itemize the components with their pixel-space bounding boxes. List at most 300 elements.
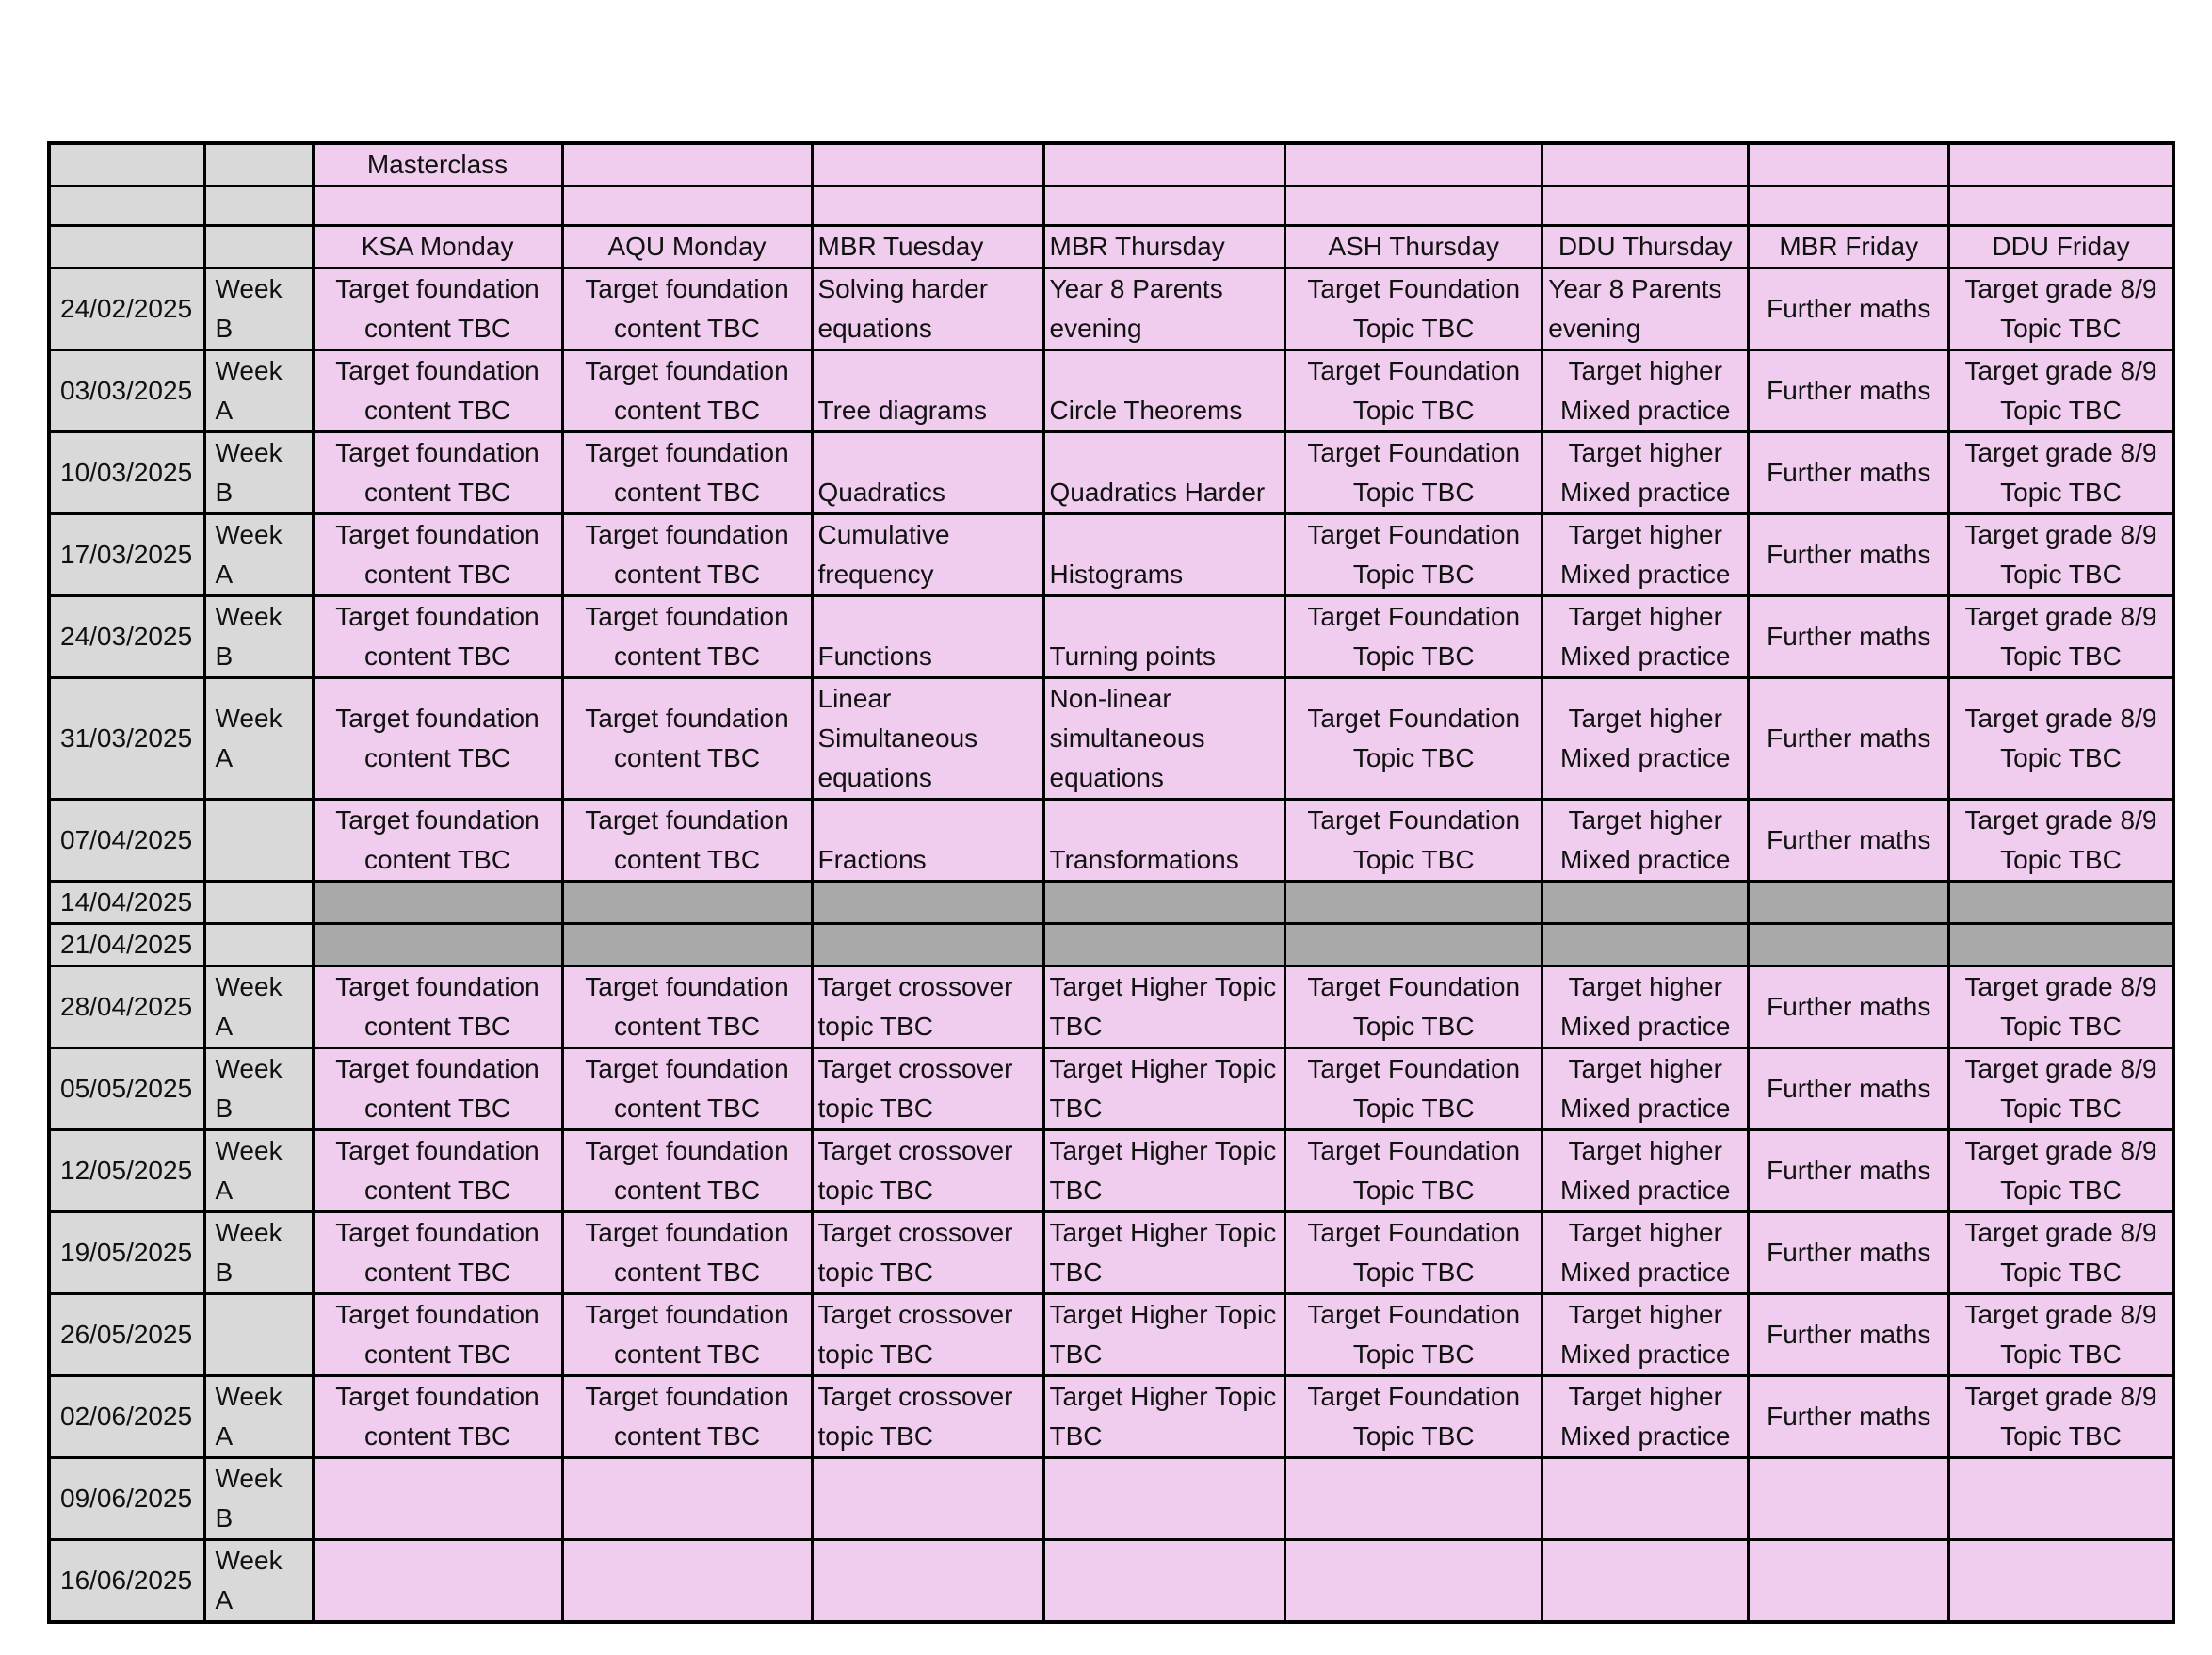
lesson-cell: [1949, 800, 2173, 882]
lesson-text: topic TBC: [817, 1421, 933, 1451]
lesson-text: Target foundation: [335, 805, 540, 835]
lesson-text: content TBC: [363, 396, 511, 425]
week-cell: Week A: [204, 1376, 313, 1458]
lesson-text: Target foundation: [335, 1218, 540, 1247]
date-cell: 05/05/2025: [49, 1048, 204, 1130]
timetable-row: [49, 1458, 2173, 1540]
blank-cell: [1949, 143, 2173, 187]
blank-cell: [204, 187, 313, 226]
timetable-row: [49, 1130, 2173, 1212]
lesson-text: Circle Theorems: [1049, 396, 1243, 425]
lesson-text: TBC: [1049, 1176, 1103, 1205]
lesson-cell: [1043, 1458, 1285, 1540]
lesson-cell: [1285, 268, 1542, 350]
lesson-cell: [1285, 678, 1542, 800]
lesson-cell: [313, 800, 562, 882]
lesson-text: Target Foundation: [1307, 805, 1521, 835]
lesson-text: topic TBC: [817, 1176, 933, 1205]
lesson-text: Target Higher Topic: [1049, 1218, 1277, 1247]
week-cell: [204, 882, 313, 924]
lesson-text: Topic TBC: [1352, 314, 1475, 343]
lesson-cell: [1949, 1376, 2173, 1458]
column-header-ddu-friday: DDU Friday: [1949, 226, 2173, 268]
lesson-cell: [562, 1458, 812, 1540]
lesson-text: Target grade 8/9: [1964, 520, 2157, 549]
blank-cell: [1285, 187, 1542, 226]
lesson-text: Target Foundation: [1307, 1054, 1521, 1083]
lesson-text: Target crossover: [817, 1218, 1013, 1247]
lesson-text: Topic TBC: [2000, 1339, 2122, 1369]
column-header-mbr-thursday: MBR Thursday: [1043, 226, 1285, 268]
lesson-text: Target foundation: [585, 704, 789, 733]
lesson-text: content TBC: [363, 1421, 511, 1451]
timetable-row: [49, 1376, 2173, 1458]
lesson-text: Transformations: [1049, 845, 1239, 874]
date-cell: 19/05/2025: [49, 1212, 204, 1294]
week-cell: Week A: [204, 514, 313, 596]
lesson-text: Target foundation: [335, 704, 540, 733]
holiday-cell: [313, 924, 562, 966]
lesson-cell: [562, 1048, 812, 1130]
lesson-text: Topic TBC: [1352, 845, 1475, 874]
lesson-text: Topic TBC: [2000, 743, 2122, 772]
lesson-text: topic TBC: [817, 1094, 933, 1123]
lesson-text: Target Foundation: [1307, 1218, 1521, 1247]
masterclass-label: Masterclass: [313, 143, 562, 187]
lesson-cell: [313, 350, 562, 432]
lesson-cell: [562, 800, 812, 882]
week-cell: Week A: [204, 1130, 313, 1212]
lesson-text: Target foundation: [335, 1300, 540, 1329]
lesson-text: Further maths: [1767, 1156, 1931, 1185]
blank-cell: [49, 187, 204, 226]
lesson-text: content TBC: [613, 845, 761, 874]
lesson-text: content TBC: [363, 1257, 511, 1287]
date-cell: 28/04/2025: [49, 966, 204, 1048]
lesson-text: Mixed practice: [1559, 1421, 1731, 1451]
timetable-body: [49, 143, 2173, 1622]
holiday-row: [49, 882, 2173, 924]
blank-cell: [1749, 187, 1949, 226]
lesson-cell: [1749, 1376, 1949, 1458]
lesson-cell: [1749, 1130, 1949, 1212]
lesson-cell: [1949, 678, 2173, 800]
lesson-text: Target Higher Topic: [1049, 972, 1277, 1001]
date-cell: 14/04/2025: [49, 882, 204, 924]
lesson-cell: [812, 1458, 1043, 1540]
lesson-text: content TBC: [363, 1176, 511, 1205]
lesson-text: Mixed practice: [1559, 396, 1731, 425]
lesson-text: Target Higher Topic: [1049, 1054, 1277, 1083]
lesson-text: Target grade 8/9: [1964, 1054, 2157, 1083]
lesson-cell: [812, 1376, 1043, 1458]
column-header-ash-thursday: ASH Thursday: [1285, 226, 1542, 268]
lesson-text: content TBC: [613, 1421, 761, 1451]
lesson-cell: [1542, 596, 1749, 678]
lesson-text: Topic TBC: [1352, 560, 1475, 589]
lesson-text: Target foundation: [585, 805, 789, 835]
lesson-text: Topic TBC: [2000, 396, 2122, 425]
lesson-text: simultaneous: [1049, 723, 1205, 753]
lesson-cell: [1749, 678, 1949, 800]
lesson-cell: [1542, 268, 1749, 350]
date-cell: 02/06/2025: [49, 1376, 204, 1458]
lesson-text: Topic TBC: [2000, 641, 2122, 671]
lesson-cell: [1285, 1540, 1542, 1623]
lesson-cell: [1285, 966, 1542, 1048]
lesson-text: Mixed practice: [1559, 1012, 1731, 1041]
lesson-text: Target higher: [1568, 1382, 1722, 1411]
lesson-text: Further maths: [1767, 1320, 1931, 1349]
lesson-text: Year 8 Parents: [1548, 274, 1722, 303]
lesson-text: content TBC: [363, 845, 511, 874]
blank-cell: [1542, 187, 1749, 226]
lesson-text: Target foundation: [585, 438, 789, 467]
holiday-cell: [1285, 924, 1542, 966]
lesson-cell: [1043, 350, 1285, 432]
timetable-row: [49, 268, 2173, 350]
lesson-cell: [1542, 1294, 1749, 1376]
lesson-cell: [313, 596, 562, 678]
date-cell: 26/05/2025: [49, 1294, 204, 1376]
lesson-cell: [812, 432, 1043, 514]
lesson-text: Further maths: [1767, 723, 1931, 753]
lesson-cell: [812, 1212, 1043, 1294]
lesson-text: Mixed practice: [1559, 1257, 1731, 1287]
holiday-cell: [1949, 882, 2173, 924]
lesson-cell: [1043, 268, 1285, 350]
lesson-cell: [1043, 596, 1285, 678]
lesson-cell: [1043, 1130, 1285, 1212]
lesson-cell: [1542, 966, 1749, 1048]
lesson-cell: [1949, 268, 2173, 350]
lesson-text: TBC: [1049, 1257, 1103, 1287]
lesson-text: Simultaneous: [817, 723, 978, 753]
blank-cell: [204, 143, 313, 187]
lesson-cell: [313, 1458, 562, 1540]
blank-cell: [1043, 187, 1285, 226]
lesson-text: content TBC: [613, 396, 761, 425]
lesson-cell: [1949, 1540, 2173, 1623]
lesson-text: Fractions: [817, 845, 927, 874]
lesson-text: Target Foundation: [1307, 602, 1521, 631]
holiday-cell: [812, 882, 1043, 924]
lesson-text: Target crossover: [817, 972, 1013, 1001]
lesson-text: Target foundation: [585, 274, 789, 303]
timetable-row: [49, 678, 2173, 800]
holiday-cell: [1542, 924, 1749, 966]
lesson-text: Target grade 8/9: [1964, 1136, 2157, 1165]
week-cell: Week A: [204, 350, 313, 432]
lesson-text: Target higher: [1568, 1054, 1722, 1083]
lesson-cell: [313, 966, 562, 1048]
lesson-text: Quadratics: [817, 478, 945, 507]
lesson-text: Target Higher Topic: [1049, 1300, 1277, 1329]
lesson-text: Target higher: [1568, 1300, 1722, 1329]
lesson-text: Non-linear: [1049, 684, 1171, 713]
lesson-cell: [1285, 432, 1542, 514]
lesson-text: Target Foundation: [1307, 1382, 1521, 1411]
holiday-cell: [562, 924, 812, 966]
lesson-text: content TBC: [363, 641, 511, 671]
week-cell: [204, 800, 313, 882]
lesson-cell: [812, 514, 1043, 596]
lesson-cell: [1043, 1294, 1285, 1376]
date-cell: 24/03/2025: [49, 596, 204, 678]
lesson-cell: [1542, 432, 1749, 514]
lesson-text: Target higher: [1568, 356, 1722, 385]
week-cell: [204, 1294, 313, 1376]
lesson-text: Target foundation: [585, 972, 789, 1001]
lesson-text: Further maths: [1767, 825, 1931, 854]
date-cell: 17/03/2025: [49, 514, 204, 596]
lesson-text: Topic TBC: [1352, 1094, 1475, 1123]
lesson-text: Target higher: [1568, 1136, 1722, 1165]
lesson-cell: [1949, 1130, 2173, 1212]
lesson-text: Target higher: [1568, 1218, 1722, 1247]
lesson-text: Target higher: [1568, 972, 1722, 1001]
lesson-text: content TBC: [613, 560, 761, 589]
lesson-text: Mixed practice: [1559, 1094, 1731, 1123]
blank-cell: [1043, 143, 1285, 187]
lesson-text: Further maths: [1767, 1238, 1931, 1267]
lesson-text: Histograms: [1049, 560, 1184, 589]
lesson-cell: [562, 1130, 812, 1212]
lesson-cell: [1043, 800, 1285, 882]
lesson-text: Topic TBC: [2000, 478, 2122, 507]
lesson-cell: [562, 1376, 812, 1458]
column-header-aqu-monday: AQU Monday: [562, 226, 812, 268]
lesson-cell: [1949, 596, 2173, 678]
lesson-cell: [1949, 350, 2173, 432]
date-cell: 16/06/2025: [49, 1540, 204, 1623]
lesson-cell: [1285, 514, 1542, 596]
lesson-text: evening: [1049, 314, 1142, 343]
lesson-text: Target crossover: [817, 1300, 1013, 1329]
lesson-text: TBC: [1049, 1421, 1103, 1451]
lesson-text: Target foundation: [335, 602, 540, 631]
lesson-cell: [812, 678, 1043, 800]
lesson-text: Further maths: [1767, 376, 1931, 405]
lesson-text: Topic TBC: [2000, 560, 2122, 589]
lesson-text: Target foundation: [335, 438, 540, 467]
lesson-text: Topic TBC: [1352, 1421, 1475, 1451]
blank-cell: [562, 143, 812, 187]
lesson-text: Target Foundation: [1307, 1136, 1521, 1165]
lesson-cell: [812, 350, 1043, 432]
lesson-text: Target Higher Topic: [1049, 1382, 1277, 1411]
lesson-cell: [812, 596, 1043, 678]
lesson-text: Mixed practice: [1559, 845, 1731, 874]
lesson-cell: [562, 1212, 812, 1294]
lesson-cell: [1285, 1376, 1542, 1458]
lesson-text: content TBC: [363, 1339, 511, 1369]
holiday-cell: [1285, 882, 1542, 924]
lesson-cell: [812, 268, 1043, 350]
lesson-cell: [1285, 1130, 1542, 1212]
week-cell: Week B: [204, 268, 313, 350]
lesson-cell: [1043, 1212, 1285, 1294]
lesson-text: Target Foundation: [1307, 356, 1521, 385]
lesson-text: content TBC: [363, 314, 511, 343]
lesson-cell: [1749, 350, 1949, 432]
lesson-cell: [1285, 800, 1542, 882]
holiday-cell: [1043, 882, 1285, 924]
lesson-cell: [1749, 1540, 1949, 1623]
lesson-text: Target grade 8/9: [1964, 356, 2157, 385]
lesson-text: Target foundation: [585, 1300, 789, 1329]
lesson-cell: [1949, 1458, 2173, 1540]
lesson-text: Target higher: [1568, 805, 1722, 835]
lesson-text: Mixed practice: [1559, 641, 1731, 671]
lesson-text: Topic TBC: [1352, 1176, 1475, 1205]
lesson-cell: [1949, 1212, 2173, 1294]
lesson-text: Topic TBC: [2000, 1257, 2122, 1287]
lesson-text: Mixed practice: [1559, 1176, 1731, 1205]
blank-cell: [204, 226, 313, 268]
lesson-text: Target foundation: [585, 602, 789, 631]
holiday-cell: [1749, 924, 1949, 966]
lesson-text: Target grade 8/9: [1964, 438, 2157, 467]
lesson-text: content TBC: [613, 641, 761, 671]
lesson-cell: [1542, 1130, 1749, 1212]
column-header-mbr-tuesday: MBR Tuesday: [812, 226, 1043, 268]
lesson-cell: [1285, 1212, 1542, 1294]
timetable-row: [49, 596, 2173, 678]
lesson-text: Target foundation: [335, 274, 540, 303]
lesson-cell: [1285, 1458, 1542, 1540]
lesson-text: topic TBC: [817, 1257, 933, 1287]
lesson-cell: [1749, 966, 1949, 1048]
timetable-row: [49, 800, 2173, 882]
lesson-cell: [1749, 432, 1949, 514]
lesson-cell: [562, 1540, 812, 1623]
lesson-cell: [1542, 1376, 1749, 1458]
date-cell: 03/03/2025: [49, 350, 204, 432]
lesson-cell: [1949, 1048, 2173, 1130]
lesson-cell: [1749, 1048, 1949, 1130]
lesson-text: TBC: [1049, 1339, 1103, 1369]
holiday-cell: [1043, 924, 1285, 966]
lesson-text: Target foundation: [585, 520, 789, 549]
timetable-row: [49, 1212, 2173, 1294]
holiday-cell: [812, 924, 1043, 966]
lesson-text: Target Foundation: [1307, 520, 1521, 549]
week-cell: Week A: [204, 1540, 313, 1623]
lesson-text: Target higher: [1568, 520, 1722, 549]
lesson-cell: [313, 432, 562, 514]
blank-cell: [313, 187, 562, 226]
week-cell: Week B: [204, 1048, 313, 1130]
blank-cell: [49, 226, 204, 268]
lesson-cell: [1949, 514, 2173, 596]
blank-cell: [1749, 143, 1949, 187]
lesson-text: topic TBC: [817, 1339, 933, 1369]
lesson-cell: [313, 1294, 562, 1376]
lesson-cell: [313, 1376, 562, 1458]
lesson-text: Target higher: [1568, 704, 1722, 733]
lesson-cell: [812, 966, 1043, 1048]
lesson-cell: [562, 432, 812, 514]
lesson-cell: [562, 268, 812, 350]
lesson-text: Target grade 8/9: [1964, 805, 2157, 835]
date-cell: 09/06/2025: [49, 1458, 204, 1540]
lesson-text: Target Foundation: [1307, 704, 1521, 733]
lesson-text: Target foundation: [335, 356, 540, 385]
lesson-text: Target Higher Topic: [1049, 1136, 1277, 1165]
lesson-text: equations: [817, 763, 932, 792]
lesson-text: Target foundation: [335, 1136, 540, 1165]
column-header-ksa-monday: KSA Monday: [313, 226, 562, 268]
lesson-text: Topic TBC: [1352, 396, 1475, 425]
lesson-text: Target foundation: [335, 520, 540, 549]
lesson-text: Target Foundation: [1307, 274, 1521, 303]
lesson-text: Target foundation: [585, 1382, 789, 1411]
timetable-row: [49, 1540, 2173, 1623]
lesson-text: Target foundation: [335, 1054, 540, 1083]
lesson-text: Target crossover: [817, 1054, 1013, 1083]
timetable-grid: [47, 141, 2175, 1624]
timetable-row: [49, 350, 2173, 432]
lesson-text: Further maths: [1767, 622, 1931, 651]
lesson-text: Target Foundation: [1307, 438, 1521, 467]
lesson-text: Topic TBC: [1352, 1257, 1475, 1287]
timetable-row: [49, 1048, 2173, 1130]
lesson-cell: [1949, 432, 2173, 514]
lesson-text: content TBC: [363, 560, 511, 589]
lesson-text: Topic TBC: [2000, 1012, 2122, 1041]
date-cell: 21/04/2025: [49, 924, 204, 966]
week-cell: [204, 924, 313, 966]
blank-cell: [49, 143, 204, 187]
lesson-cell: [562, 514, 812, 596]
lesson-text: content TBC: [363, 743, 511, 772]
lesson-cell: [812, 1294, 1043, 1376]
lesson-text: Functions: [817, 641, 932, 671]
week-cell: Week A: [204, 678, 313, 800]
lesson-text: frequency: [817, 560, 934, 589]
lesson-text: content TBC: [613, 1094, 761, 1123]
lesson-cell: [812, 1540, 1043, 1623]
holiday-row: [49, 924, 2173, 966]
lesson-text: content TBC: [613, 314, 761, 343]
timetable-row: [49, 514, 2173, 596]
lesson-text: Target grade 8/9: [1964, 1300, 2157, 1329]
lesson-cell: [1043, 1376, 1285, 1458]
lesson-text: Target grade 8/9: [1964, 972, 2157, 1001]
holiday-cell: [1749, 882, 1949, 924]
lesson-cell: [1043, 678, 1285, 800]
lesson-cell: [1949, 966, 2173, 1048]
lesson-text: Target foundation: [585, 356, 789, 385]
lesson-text: Target foundation: [335, 972, 540, 1001]
lesson-text: content TBC: [613, 478, 761, 507]
column-header-ddu-thursday: DDU Thursday: [1542, 226, 1749, 268]
lesson-cell: [1043, 432, 1285, 514]
lesson-cell: [1285, 350, 1542, 432]
lesson-cell: [1542, 514, 1749, 596]
lesson-text: content TBC: [613, 1012, 761, 1041]
lesson-cell: [1749, 514, 1949, 596]
lesson-text: Topic TBC: [2000, 1421, 2122, 1451]
lesson-cell: [1043, 966, 1285, 1048]
lesson-text: Mixed practice: [1559, 478, 1731, 507]
lesson-text: Further maths: [1767, 294, 1931, 323]
lesson-cell: [1285, 596, 1542, 678]
lesson-cell: [313, 678, 562, 800]
date-cell: 07/04/2025: [49, 800, 204, 882]
timetable-row: [49, 966, 2173, 1048]
